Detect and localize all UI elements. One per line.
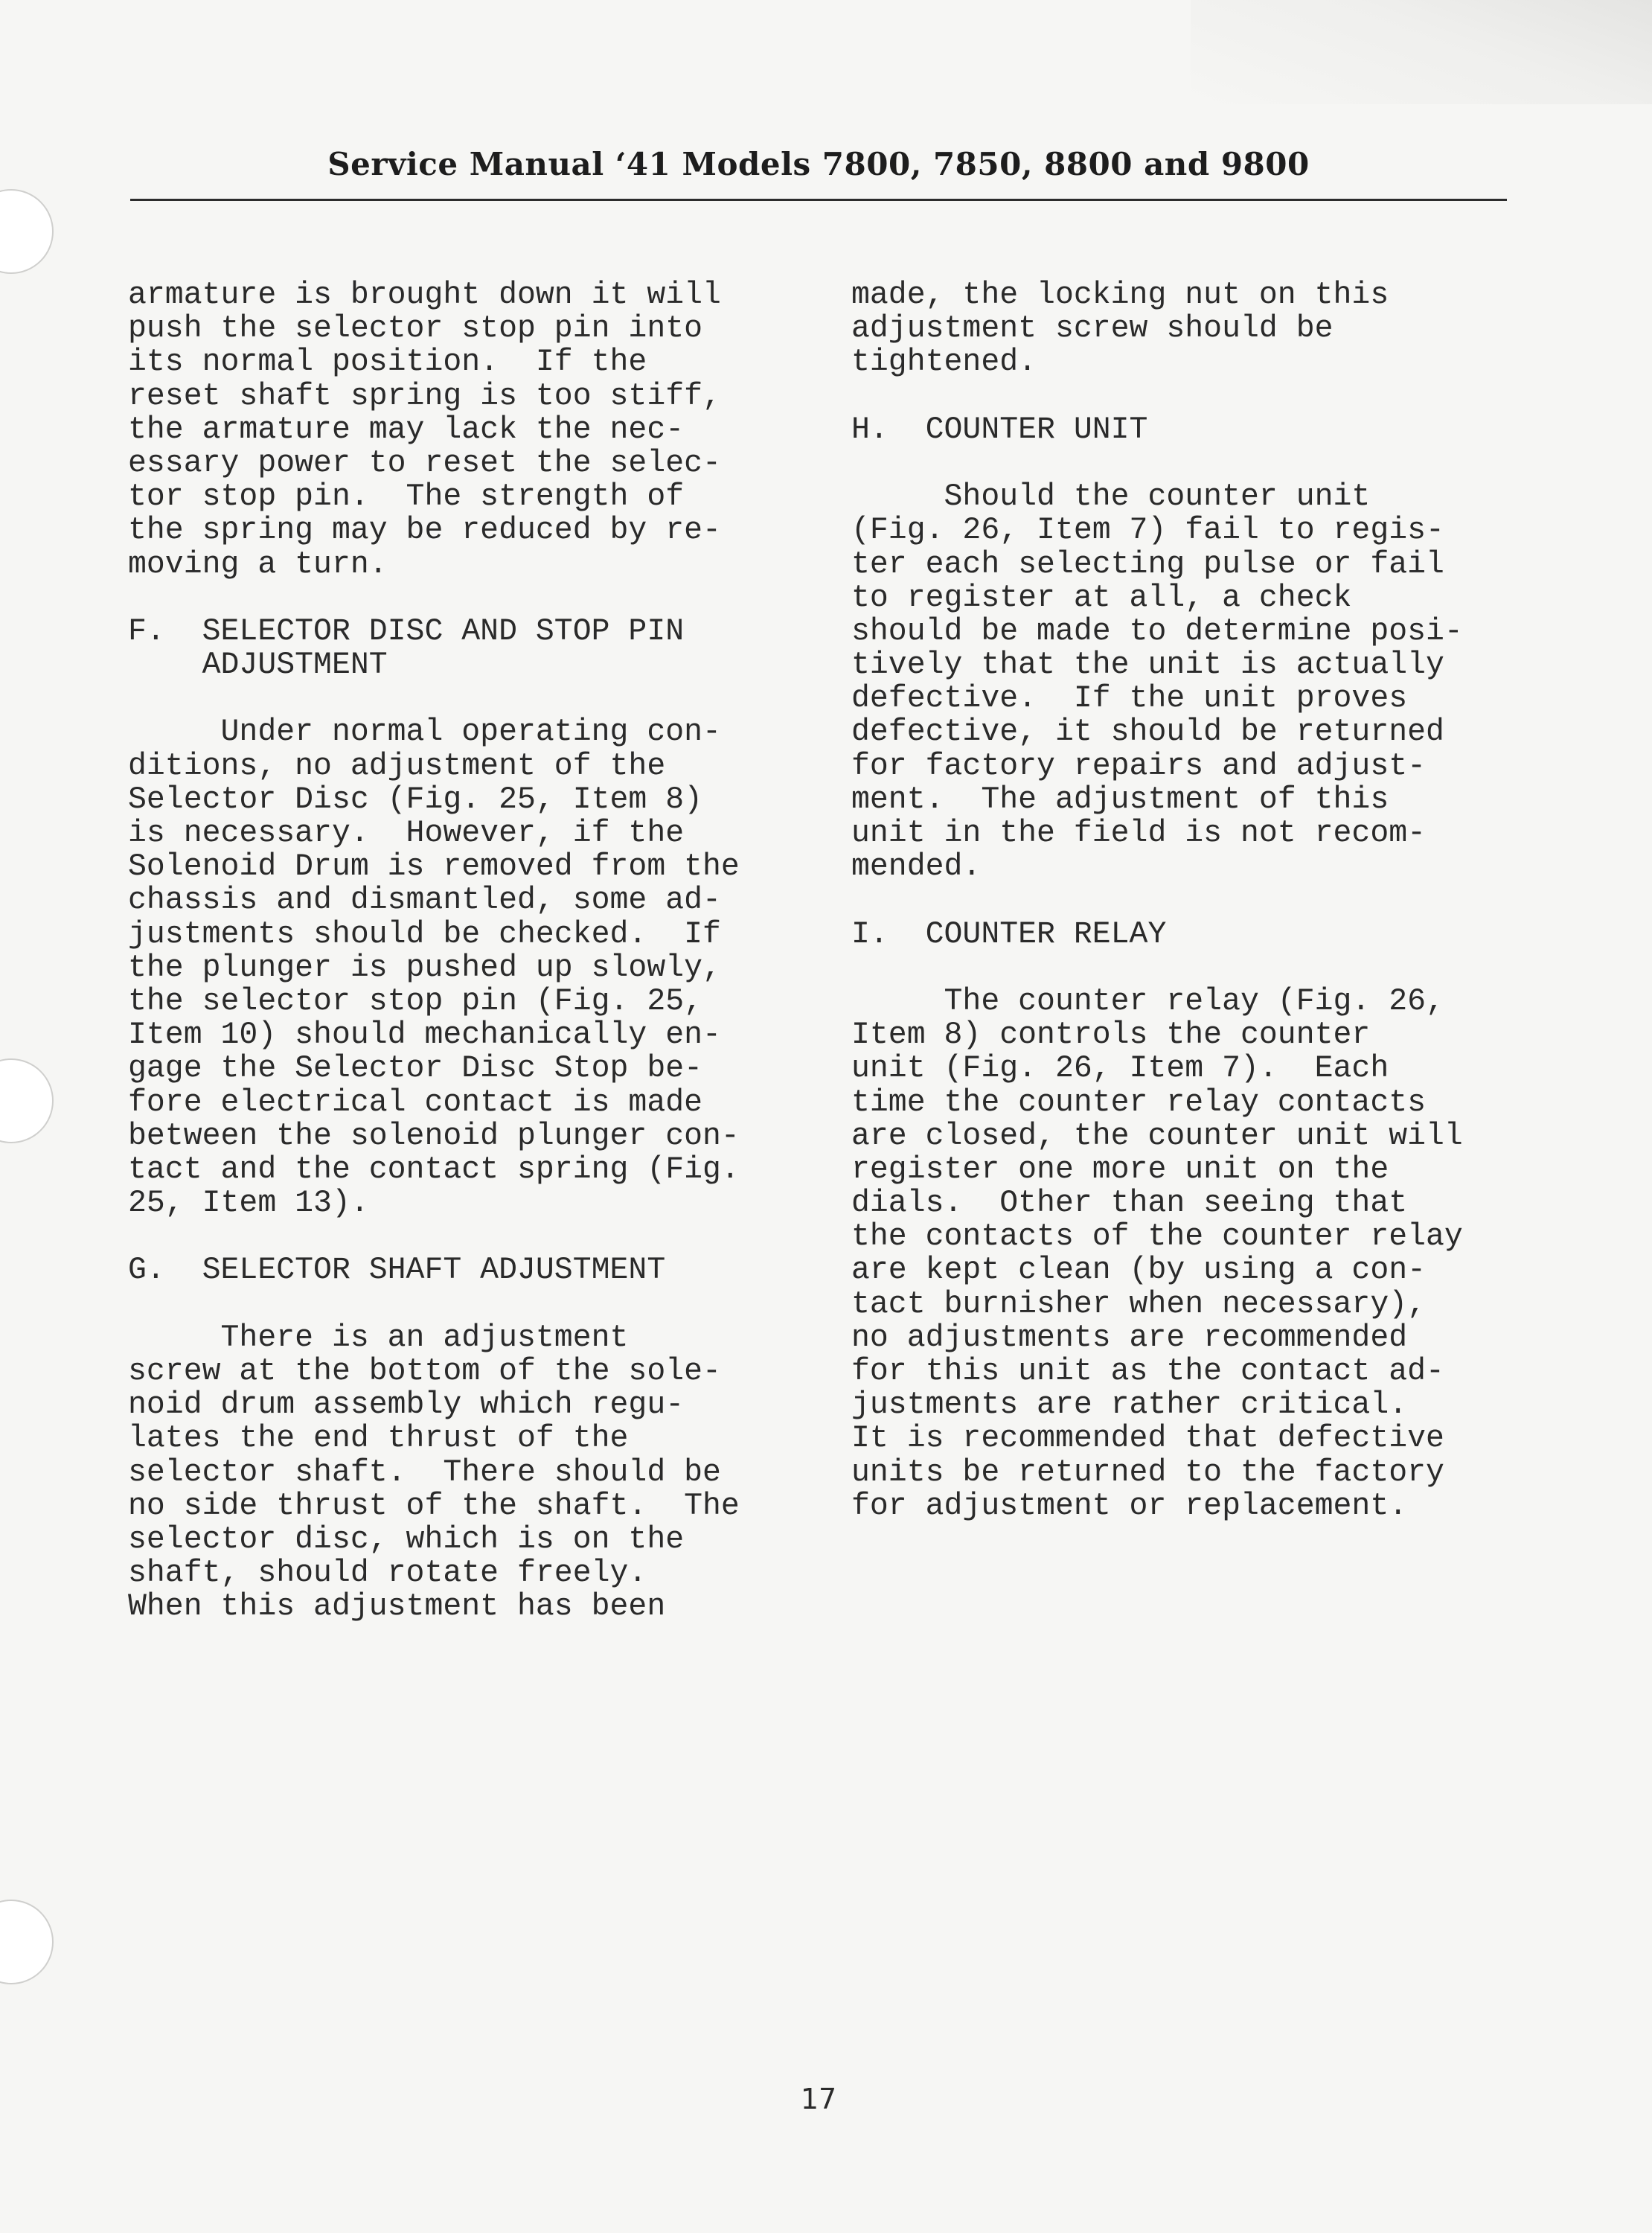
right-column-blank-line: [851, 951, 1521, 985]
left-column-text-line: Under normal operating con-: [128, 715, 721, 750]
left-column-text-line: chassis and dismantled, some ad-: [128, 883, 721, 919]
right-column-text-line: are closed, the counter unit will: [851, 1118, 1463, 1154]
right-column-text-line: justments are rather critical.: [851, 1387, 1408, 1423]
left-column-text-line: noid drum assembly which regu-: [128, 1387, 685, 1423]
left-column-text-line: push the selector stop pin into: [128, 311, 703, 347]
right-column-text-line: the contacts of the counter relay: [851, 1219, 1463, 1255]
left-column-text-line: the armature may lack the nec-: [128, 412, 685, 447]
right-column-text-line: register one more unit on the: [851, 1151, 1389, 1187]
right-text-column: [851, 278, 1521, 1523]
right-column-text-line: units be returned to the factory: [851, 1454, 1444, 1490]
right-column-text-line: defective, it should be returned: [851, 715, 1444, 750]
left-column-text-line: 25, Item 13).: [128, 1186, 369, 1221]
left-column-text-line: There is an adjustment: [128, 1320, 629, 1355]
right-column-text-line: for adjustment or replacement.: [851, 1488, 1408, 1524]
left-column-text-line: selector disc, which is on the: [128, 1521, 685, 1557]
right-column-text-line: adjustment screw should be: [851, 311, 1334, 347]
page-header-title: Service Manual ‘41 Models 7800, 7850, 8800 and 9800: [327, 146, 1310, 182]
left-column-text-line: lates the end thrust of the: [128, 1421, 629, 1457]
left-column-text-line: its normal position. If the: [128, 345, 647, 380]
left-column-text-line: is necessary. However, if the: [128, 816, 685, 851]
left-column-text-line: F. SELECTOR DISC AND STOP PIN: [128, 613, 685, 649]
right-column-text-line: (Fig. 26, Item 7) fail to regis-: [851, 513, 1444, 549]
left-column-blank-line: [128, 581, 798, 615]
left-column-text-line: essary power to reset the selec-: [128, 445, 721, 481]
left-column-text-line: ditions, no adjustment of the: [128, 748, 666, 784]
left-text-column: [128, 278, 798, 1624]
right-column-text-line: defective. If the unit proves: [851, 681, 1408, 717]
left-column-text-line: reset shaft spring is too stiff,: [128, 378, 721, 414]
right-column-text-line: unit in the field is not recom-: [851, 816, 1427, 851]
left-column-blank-line: [128, 1220, 798, 1253]
right-column-text-line: ment. The adjustment of this: [851, 782, 1389, 817]
left-column-text-line: justments should be checked. If: [128, 916, 721, 952]
left-column-text-line: shaft, should rotate freely.: [128, 1556, 647, 1591]
left-column-text-line: Solenoid Drum is removed from the: [128, 849, 740, 885]
right-column-text-line: for factory repairs and adjust-: [851, 748, 1427, 784]
left-column-text-line: G. SELECTOR SHAFT ADJUSTMENT: [128, 1253, 666, 1288]
left-column-text-line: the selector stop pin (Fig. 25,: [128, 983, 703, 1019]
left-column-text-line: ADJUSTMENT: [128, 648, 388, 683]
left-column-text-line: moving a turn.: [128, 546, 388, 582]
right-column-text-line: It is recommended that defective: [851, 1421, 1444, 1457]
right-column-text-line: The counter relay (Fig. 26,: [851, 983, 1444, 1019]
punch-hole-middle: [0, 1058, 54, 1143]
right-column-text-line: unit (Fig. 26, Item 7). Each: [851, 1051, 1389, 1087]
left-column-text-line: screw at the bottom of the sole-: [128, 1354, 721, 1389]
left-column-text-line: between the solenoid plunger con-: [128, 1118, 740, 1154]
left-column-text-line: armature is brought down it will: [128, 278, 721, 313]
right-column-text-line: dials. Other than seeing that: [851, 1186, 1408, 1221]
page-corner-shading: [1191, 0, 1652, 104]
right-column-text-line: I. COUNTER RELAY: [851, 916, 1167, 952]
right-column-blank-line: [851, 447, 1521, 480]
punch-hole-top: [0, 189, 54, 274]
left-column-text-line: When this adjustment has been: [128, 1589, 666, 1625]
right-column-text-line: Item 8) controls the counter: [851, 1018, 1371, 1053]
right-column-blank-line: [851, 884, 1521, 917]
right-column-text-line: to register at all, a check: [851, 580, 1352, 616]
right-column-text-line: H. COUNTER UNIT: [851, 412, 1148, 447]
left-column-text-line: the plunger is pushed up slowly,: [128, 950, 721, 985]
right-column-text-line: no adjustments are recommended: [851, 1320, 1408, 1355]
left-column-text-line: tact and the contact spring (Fig.: [128, 1151, 740, 1187]
left-column-blank-line: [128, 1288, 798, 1321]
right-column-blank-line: [851, 380, 1521, 413]
right-column-text-line: tightened.: [851, 345, 1037, 380]
left-column-blank-line: [128, 682, 798, 715]
right-column-text-line: for this unit as the contact ad-: [851, 1354, 1444, 1389]
right-column-text-line: tively that the unit is actually: [851, 648, 1444, 683]
left-column-text-line: fore electrical contact is made: [128, 1084, 703, 1120]
left-column-text-line: Item 10) should mechanically en-: [128, 1018, 721, 1053]
header-divider: [130, 199, 1507, 201]
right-column-text-line: Should the counter unit: [851, 479, 1371, 515]
left-column-text-line: tor stop pin. The strength of: [128, 479, 685, 515]
right-column-text-line: time the counter relay contacts: [851, 1084, 1427, 1120]
left-column-text-line: Selector Disc (Fig. 25, Item 8): [128, 782, 703, 817]
right-column-text-line: tact burnisher when necessary),: [851, 1286, 1427, 1322]
punch-hole-bottom: [0, 1900, 54, 1984]
right-column-text-line: mended.: [851, 849, 982, 885]
right-column-text-line: made, the locking nut on this: [851, 278, 1389, 313]
right-column-text-line: should be made to determine posi-: [851, 613, 1463, 649]
left-column-text-line: the spring may be reduced by re-: [128, 513, 721, 549]
left-column-text-line: gage the Selector Disc Stop be-: [128, 1051, 703, 1087]
left-column-text-line: selector shaft. There should be: [128, 1454, 721, 1490]
right-column-text-line: ter each selecting pulse or fail: [851, 546, 1444, 582]
page-number: 17: [800, 2083, 837, 2115]
left-column-text-line: no side thrust of the shaft. The: [128, 1488, 740, 1524]
right-column-text-line: are kept clean (by using a con-: [851, 1253, 1427, 1288]
